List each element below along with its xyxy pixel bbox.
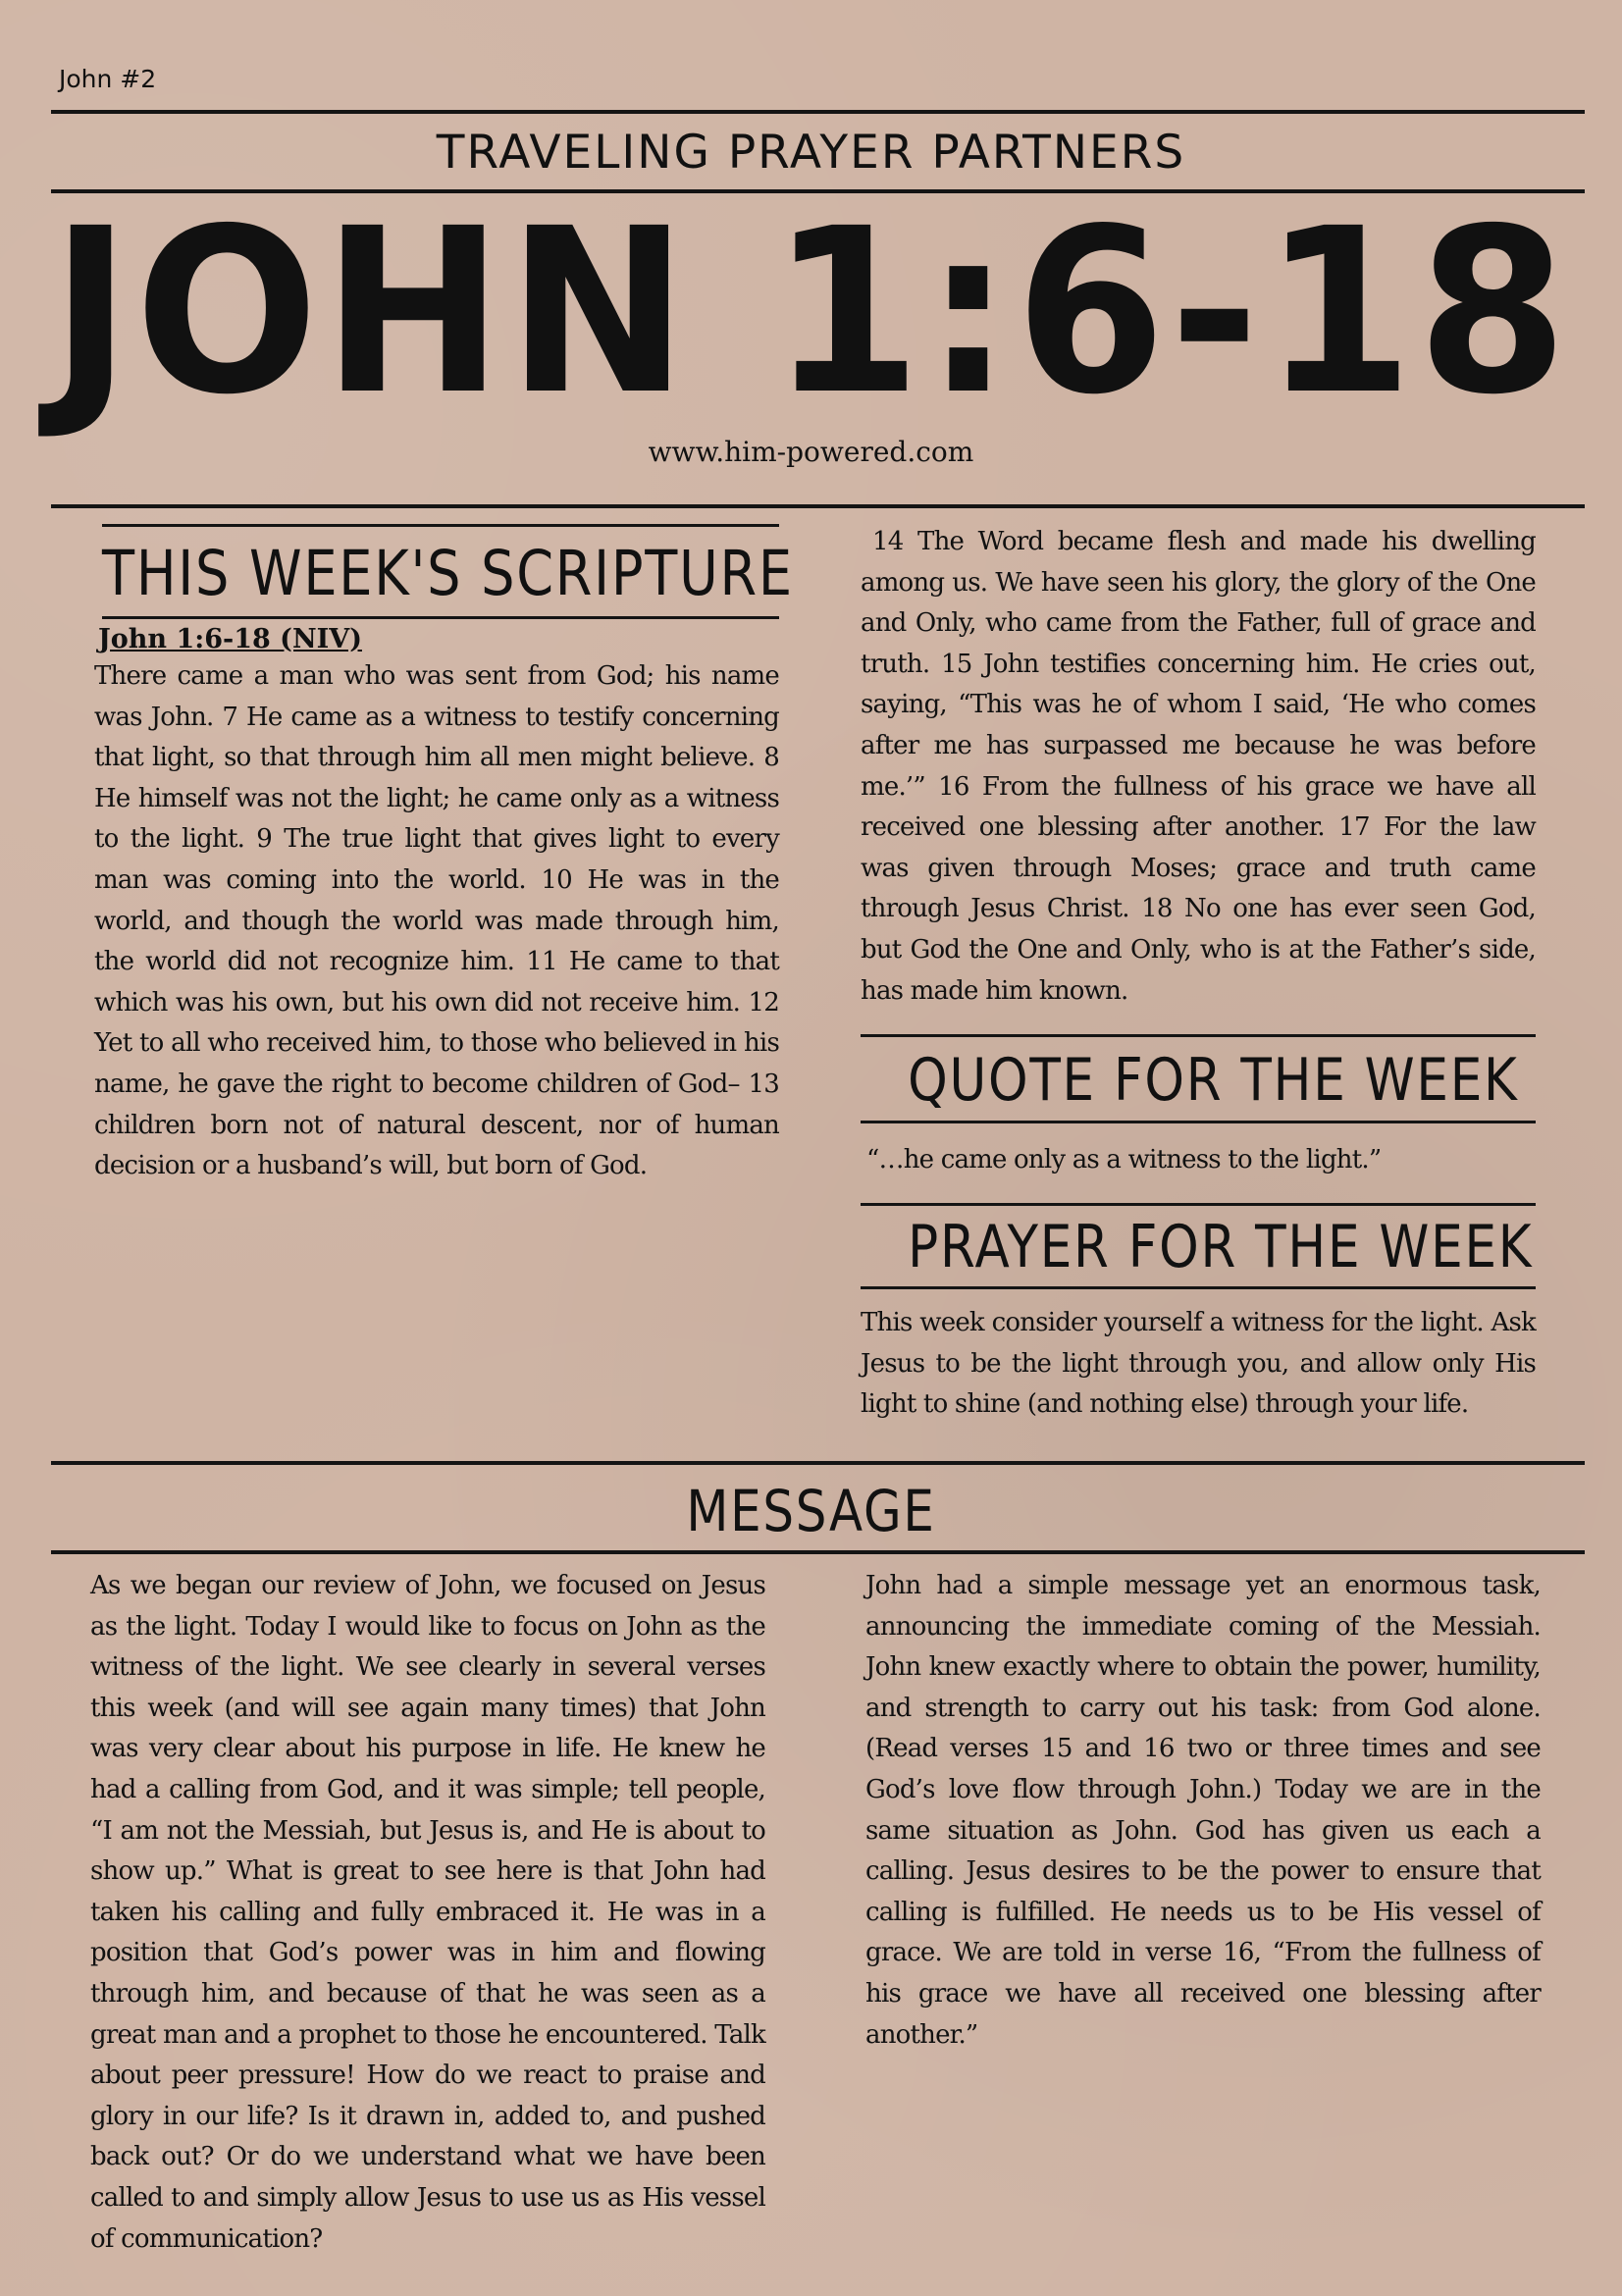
quote-text: “…he came only as a witness to the light.” xyxy=(866,1145,1382,1174)
scripture-text-right xyxy=(861,522,1536,1012)
message-paragraph-right: John had a simple message yet an enormous task, announcing the immediate coming of the Messiah. John knew exactly where to obtain the power, humility, and strength to carry out his task: from God alone. (Read verses 15 and 16 two or three times and see God’s love flow through John.) Today we are in the same situation as John. God has given us each a calling. Jesus desires to be the power to ensure that calling is fulfilled. He needs us to be His vessel of grace. We are told in verse 16, “From the fullness of his grace we have all received one blessing after another.” xyxy=(865,1571,1541,2050)
quote-title-bottom-rule xyxy=(861,1121,1536,1123)
quote-title: QUOTE FOR THE WEEK xyxy=(908,1046,1519,1115)
header-bottom-rule xyxy=(51,504,1585,508)
message-top-rule xyxy=(51,1461,1585,1465)
message-title: MESSAGE xyxy=(686,1478,936,1544)
document-id: John #2 xyxy=(59,65,157,93)
scripture-paragraph-right: 14 The Word became flesh and made his dwelling among us. We have seen his glory, the glory of the One and Only, who came from the Father, full of grace and truth. 15 John testifies concerning him. He cries out, saying, “This was he of whom I said, ‘He who comes after me has surpassed me because he was before me.’” 16 From the fullness of his grace we have all received one blessing after another. 17 For the law was given through Moses; grace and truth came through Jesus Christ. 18 No one has ever seen God, but God the One and Only, who is at the Father’s side, has made him known. xyxy=(861,527,1536,1006)
scripture-text-left xyxy=(94,656,779,1187)
message-text-right xyxy=(865,1566,1541,2056)
scripture-reference: John 1:6-18 (NIV) xyxy=(98,624,362,654)
prayer-title: PRAYER FOR THE WEEK xyxy=(908,1213,1534,1281)
message-text-left xyxy=(90,1566,765,2260)
prayer-title-top-rule xyxy=(861,1203,1536,1206)
website-url: www.him-powered.com xyxy=(648,436,974,468)
scripture-title-bottom-rule xyxy=(102,616,779,619)
headline: JOHN 1:6-18 xyxy=(50,180,1572,444)
prayer-title-bottom-rule xyxy=(861,1286,1536,1289)
scripture-title-top-rule xyxy=(102,524,779,527)
prayer-text: This week consider yourself a witness for the light. Ask Jesus to be the light through you, and allow only His light to shine (and nothing else) through your life. xyxy=(861,1308,1536,1420)
scripture-title: THIS WEEK'S SCRIPTURE xyxy=(102,538,794,609)
quote-title-top-rule xyxy=(861,1034,1536,1037)
kicker-title: TRAVELING PRAYER PARTNERS xyxy=(436,126,1186,180)
scripture-paragraph-left: There came a man who was sent from God; his name was John. 7 He came as a witness to testify concerning that light, so that through him all men might believe. 8 He himself was not the light; he came only as a witness to the light. 9 The true light that gives light to every man was coming into the world. 10 He was in the world, and though the world was made through him, the world did not recognize him. 11 He came to that which was his own, but his own did not receive him. 12 Yet to all who received him, to those who believed in his name, he gave the right to become children of God– 13 children born not of natural descent, nor of human decision or a husband’s will, but born of God. xyxy=(94,661,779,1181)
message-bottom-rule xyxy=(51,1550,1585,1554)
message-paragraph-left: As we began our review of John, we focused on Jesus as the light. Today I would like to focus on John as the witness of the light. We see clearly in several verses this week (and will see again many times) that John was very clear about his purpose in life. He knew he had a calling from God, and it was simple; tell people, “I am not the Messiah, but Jesus is, and He is about to show up.” What is great to see here is that John had taken his calling and fully embraced it. He was in a position that God’s power was in him and flowing through him, and because of that he was seen as a great man and a prophet to those he encountered. Talk about peer pressure! How do we react to praise and glory in our life? Is it drawn in, added to, and pushed back out? Or do we understand what we have been called to and simply allow Jesus to use us as His vessel of communication? xyxy=(90,1571,765,2254)
header-top-rule xyxy=(51,110,1585,114)
